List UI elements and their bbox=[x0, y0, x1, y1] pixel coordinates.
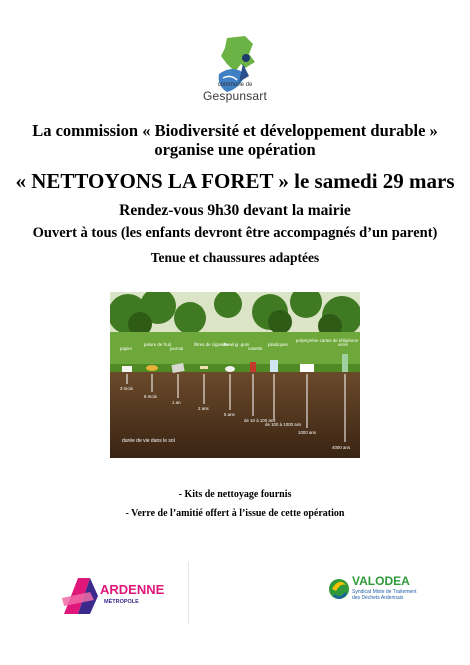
valodea-logo bbox=[328, 571, 438, 611]
duration-journal: 1 an bbox=[172, 400, 181, 405]
duration-plastiques: de 100 à 1000 ans bbox=[265, 422, 302, 427]
commune-prefix: commune de bbox=[217, 82, 253, 88]
duration-polystyrene: 1000 ans bbox=[298, 430, 317, 435]
operation-line: organise une opération bbox=[154, 140, 316, 159]
valodea-name: VALODEA bbox=[352, 574, 410, 588]
open-to-all-line: Ouvert à tous (les enfants devront être accompagnés d’un parent) bbox=[32, 225, 438, 241]
duration-canette: de 10 à 100 ans bbox=[244, 418, 276, 423]
logo-divider bbox=[188, 562, 189, 624]
ardenne-metropole-logo bbox=[60, 570, 180, 618]
ardenne-subtitle: MÉTROPOLE bbox=[104, 599, 139, 605]
label-plastiques: plastiques bbox=[268, 342, 288, 347]
duration-filtres: 2 ans bbox=[198, 406, 209, 411]
dress-code-line: Tenue et chaussures adaptées bbox=[150, 250, 320, 265]
duration-chewing: 5 ans bbox=[224, 412, 235, 417]
valodea-subtitle-2: des Déchets Ardennais bbox=[352, 595, 404, 601]
duration-verre: 4000 ans bbox=[332, 445, 351, 450]
friendship-drink-line: - Verre de l’amitié offert à l’issue de cette opération bbox=[125, 508, 345, 519]
label-chewing: chewing -gum bbox=[222, 342, 250, 347]
label-canette: canette bbox=[248, 346, 263, 351]
label-papier: papier bbox=[120, 346, 133, 351]
soil-caption: durée de vie dans le sol bbox=[122, 438, 175, 444]
label-polystyrene: polystyrène cartes de téléphone bbox=[296, 338, 359, 343]
commission-line: La commission « Biodiversité et développement durable » bbox=[32, 121, 438, 140]
label-journal: journal bbox=[170, 346, 184, 351]
commune-name: Gespunsart bbox=[202, 89, 268, 103]
waste-decomposition-illustration bbox=[110, 292, 360, 458]
kits-line: - Kits de nettoyage fournis bbox=[178, 489, 292, 500]
label-filtres: filtres de cigarette bbox=[194, 342, 229, 347]
rendezvous-line: Rendez-vous 9h30 devant la mairie bbox=[119, 202, 351, 219]
duration-pelure: 6 mois bbox=[144, 394, 157, 399]
soil-band bbox=[110, 372, 360, 458]
event-headline: « NETTOYONS LA FORET » le samedi 29 mars bbox=[15, 169, 455, 193]
label-verre: verre bbox=[338, 342, 349, 347]
duration-papier: 3 mois bbox=[120, 386, 133, 391]
ardenne-name: ARDENNE bbox=[100, 582, 165, 597]
valodea-subtitle-1: Syndicat Mixte de Traitement bbox=[352, 589, 417, 595]
label-pelure: pelure de fruit bbox=[144, 342, 171, 347]
